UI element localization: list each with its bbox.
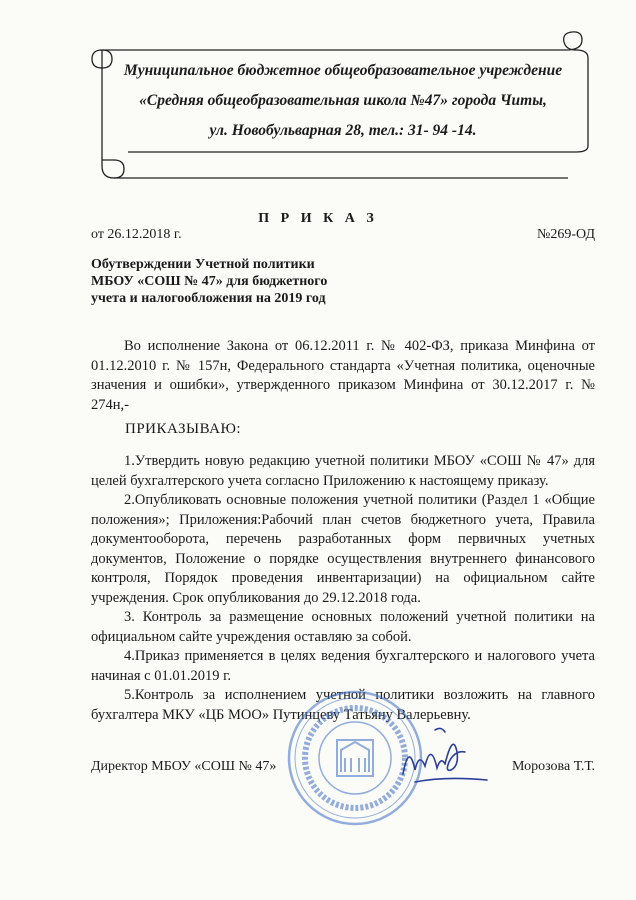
order-heading: ПРИКАЗЫВАЮ: [125,421,242,437]
order-item: 1.Утвердить новую редакцию учетной политики МБОУ «СОШ № 47» для целей бухгалтерского учета согласно Приложению к настоящему приказу. [91,453,595,489]
letterhead-scroll [88,28,604,180]
handwritten-signature [395,722,490,792]
subject-line-2: МБОУ «СОШ № 47» для бюджетного [91,274,328,289]
order-items [91,452,595,725]
subject-line-1: Обутверждении Учетной политики [91,257,315,272]
signatory-name: Морозова Т.Т. [512,759,595,774]
document-date: от 26.12.2018 г. [91,227,182,242]
school-name-line: «Средняя общеобразовательная школа №47» города Читы, [139,92,547,109]
date-number-line [91,227,595,243]
signatory-position: Директор МБОУ «СОШ № 47» [91,759,277,774]
subject-line-3: учета и налогообложения на 2019 год [91,291,326,306]
preamble-paragraph: Во исполнение Закона от 06.12.2011 г. № 402-ФЗ, приказа Минфина от 01.12.2010 г. № 157н, Федерального стандарта «Учетная политика, оценочные значения и ошибки», утвержденного приказом Минфина от 30.12.2017 г. № 274н,- [91,338,595,413]
order-item: 5.Контроль за исполнением учетной политики возложить на главного бухгалтера МКУ «ЦБ МОО» Путинцеву Татьяну Валерьевну. [91,687,595,723]
document-number: №269-ОД [537,227,595,242]
signature-line [91,759,595,775]
school-address-line: ул. Новобульварная 28, тел.: 31- 94 -14. [209,122,477,139]
order-item: 4.Приказ применяется в целях ведения бухгалтерского и налогового учета начиная с 01.01.2019 г. [91,648,595,684]
document-title: П Р И К А З [258,211,378,226]
document-subject [91,256,411,307]
order-item: 3. Контроль за размещение основных положений учетной политики на официальном сайте учреждения оставляю за собой. [91,609,595,645]
order-item: 2.Опубликовать основные положения учетной политики (Раздел 1 «Общие положения»; Приложения:Рабочий план счетов бюджетного учета, Правила документооборота, перечень разработанных форм первичных учетных документов, Положение о порядке осуществления внутреннего финансового контроля, Порядок проведения инвентаризации) на официальном сайте учреждения. Срок опубликования до 29.12.2018 года. [91,492,595,606]
school-type-line: Муниципальное бюджетное общеобразовательное учреждение [123,62,563,79]
